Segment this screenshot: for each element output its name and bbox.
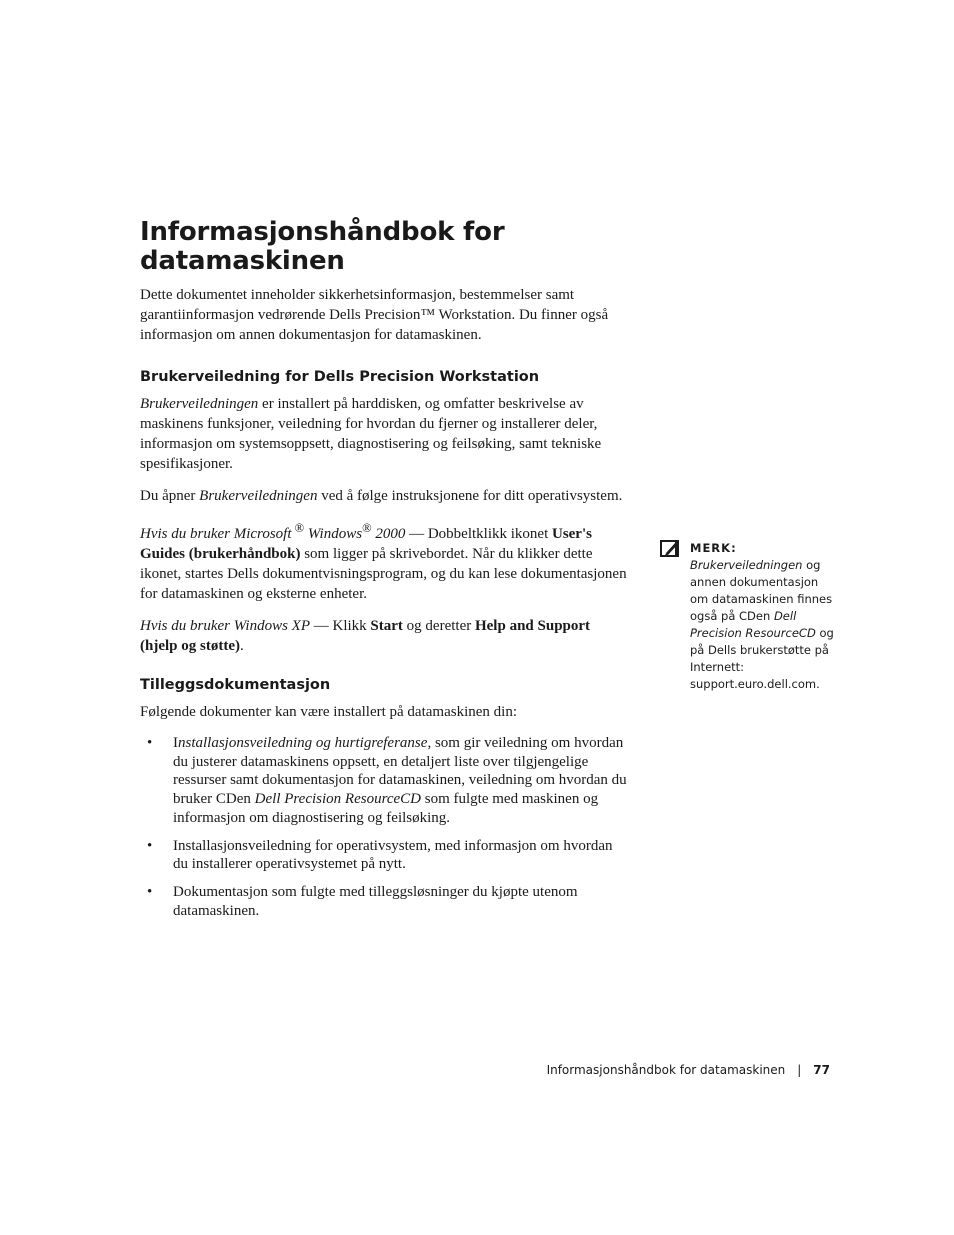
page-number: 77: [813, 1063, 830, 1077]
section-heading-user-guide: Brukerveiledning for Dells Precision Workstation: [140, 369, 540, 385]
help-and-support-label: Help and Support (hjelp og støtte): [140, 618, 591, 654]
main-content: [140, 285, 630, 929]
support-url[interactable]: support.euro.dell.com.: [690, 677, 820, 691]
list-item: • Installasjonsveiledning for operativsystem, med informasjon om hvordan du installerer operativsystemet på nytt.: [147, 837, 613, 873]
bullet-icon: •: [147, 883, 153, 900]
bullet-icon: •: [147, 735, 153, 751]
bullet-icon: •: [147, 837, 153, 854]
list-item: • Dokumentasjon som fulgte med tilleggsløsninger du kjøpte utenom datamaskinen.: [147, 883, 578, 919]
windows-2000-instructions: Hvis du bruker Microsoft ® Windows® 2000 — Dobbeltklikk ikonet User's Guides (brukerhåndbok) som ligger på skrivebordet. Når du klikker dette ikonet, startes Dells dokumentvisningsprogram, og du kan lese dokumentasjonen for datamaskinen og eksterne enheter.: [140, 521, 627, 602]
windows-xp-instructions: Hvis du bruker Windows XP — Klikk Start og deretter Help and Support (hjelp og støtte).: [140, 618, 591, 654]
start-menu-label: Start: [370, 618, 403, 634]
user-guide-paragraph: Brukerveiledningen er installert på harddisken, og omfatter beskrivelse av maskinens funksjoner, veiledning for hvordan du fjerner og installerer deler, informasjon om systemsoppsett, diagnostisering og feilsøking, samt tekniske spesifikasjoner.: [140, 396, 602, 472]
footer-title: Informasjonshåndbok for datamaskinen: [546, 1063, 786, 1077]
additional-docs-list: [140, 734, 630, 920]
list-item: • Installasjonsveiledning og hurtigreferanse, som gir veiledning om hvordan du justerer datamaskinens oppsett, en detaljert liste over tilgjengelige ressurser samt dokumentasjon for datamaskinen, veiledning om hvordan du bruker CDen Dell Precision ResourceCD som fulgte med maskinen og informasjon om diagnostisering og feilsøking.: [147, 735, 627, 826]
note-label: MERK:: [690, 541, 737, 555]
user-guide-term: Brukerveiledningen: [199, 488, 318, 504]
note-box: [660, 540, 840, 693]
intro-paragraph: Dette dokumentet inneholder sikkerhetsinformasjon, bestemmelser samt garantiinformasjon vedrørende Dells Precision™ Workstation. Du finner også informasjon om annen dokumentasjon for datamaskinen.: [140, 287, 609, 343]
section-heading-additional-docs: Tilleggsdokumentasjon: [140, 677, 331, 693]
page-title: Informasjonshåndbok for datamaskinen: [140, 217, 505, 276]
users-guides-icon-name: User's Guides (brukerhåndbok): [140, 526, 592, 562]
footer-separator: |: [797, 1063, 802, 1077]
user-guide-term: Brukerveiledningen: [140, 396, 259, 412]
additional-docs-intro: Følgende dokumenter kan være installert på datamaskinen din:: [140, 704, 517, 720]
open-guide-paragraph: Du åpner Brukerveiledningen ved å følge instruksjonene for ditt operativsystem.: [140, 488, 623, 504]
note-text: MERK: Brukerveiledningen og annen dokumentasjon om datamaskinen finnes også på CDen Dell Precision ResourceCD og på Dells brukerstøtte på Internett: support.euro.dell.com.: [690, 541, 834, 691]
note-pencil-icon: [660, 540, 679, 557]
page-footer: [547, 1062, 830, 1078]
